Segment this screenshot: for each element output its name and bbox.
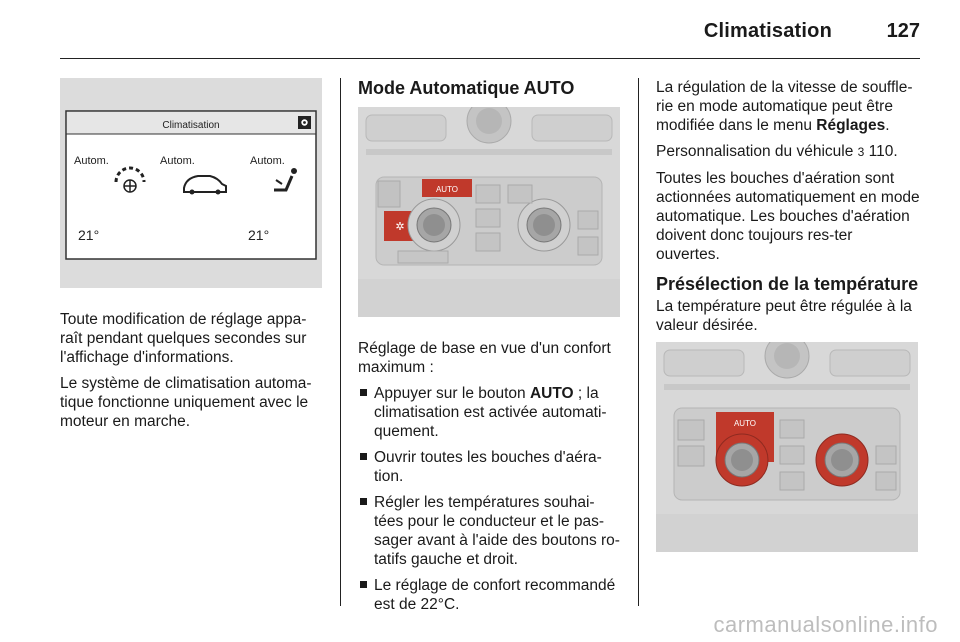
watermark: carmanualsonline.info: [713, 612, 938, 637]
column-divider-right: [638, 78, 639, 606]
paragraph-basic-setting: Réglage de base en vue d'un confort maximum :: [358, 340, 611, 376]
column-2: [358, 78, 623, 621]
page-reference-icon: 3: [857, 145, 865, 159]
column-1: [60, 78, 322, 438]
bullet-square-icon: [360, 498, 367, 505]
paragraph-engine-running: Le système de climatisation automa-tique fonctionne uniquement avec le moteur en marche.: [60, 375, 312, 430]
auto-keyword: AUTO: [529, 385, 574, 402]
list-item: Le réglage de confort recommandé est de 22°C.: [358, 576, 623, 614]
auto-button-label-2: AUTO: [733, 419, 757, 428]
bullet-square-icon: [360, 581, 367, 588]
paragraph-air-vents: Toutes les bouches d'aération sont actionnées automatiquement en mode automatique. Les bouches d'aération doivent donc toujours res-ter ouvertes.: [656, 170, 920, 263]
paragraph-temperature: La température peut être régulée à la valeur désirée.: [656, 298, 912, 334]
paragraph-vehicle-personalization: Personnalisation du véhicule 3 110.: [656, 143, 898, 160]
column-divider-left: [340, 78, 341, 606]
bullet-square-icon: [360, 389, 367, 396]
svg-text:✲: ✲: [395, 221, 405, 233]
info-display-illustration: [60, 78, 322, 288]
page-number: 127: [886, 20, 920, 42]
settings-icon: [298, 116, 311, 129]
auto-button-label: AUTO: [435, 185, 459, 194]
zone-center-label: Autom.: [160, 155, 195, 167]
climate-panel-temperature-illustration: [656, 342, 918, 552]
settings-menu-keyword: Réglages: [816, 117, 886, 134]
list-item: Appuyer sur le bouton AUTO ; la climatisation est activée automati-quement.: [358, 384, 623, 441]
section-title-auto-mode: Mode Automatique AUTO: [358, 78, 575, 98]
display-title: Climatisation: [162, 120, 220, 131]
zone-right-label: Autom.: [250, 155, 285, 167]
temp-right-display: 21°: [248, 227, 270, 243]
header-rule: [60, 58, 920, 59]
section-title-temperature-preselection: Présélection de la température: [656, 274, 919, 294]
climate-panel-figure-temperature: [656, 342, 918, 552]
list-item: Ouvrir toutes les bouches d'aéra-tion.: [358, 448, 623, 486]
running-header-title: Climatisation: [703, 20, 832, 42]
list-item: Régler les températures souhai-tées pour le conducteur et le pas-sager avant à l'aide des boutons ro-tatifs gauche et droit.: [358, 493, 623, 569]
info-display-figure: [60, 78, 322, 288]
paragraph-display-change: Toute modification de réglage appa-raît pendant quelques secondes sur l'affichage d'informations.: [60, 311, 307, 366]
climate-panel-figure-auto: [358, 107, 620, 317]
column-3: [656, 78, 920, 552]
zone-left-label: Autom.: [74, 155, 109, 167]
bullet-square-icon: [360, 453, 367, 460]
auto-mode-steps: [358, 384, 623, 614]
temp-left-display: 21°: [78, 227, 100, 243]
climate-panel-illustration: [358, 107, 620, 317]
paragraph-fan-speed: La régulation de la vitesse de souffle-rie en mode automatique peut être modifiée dans le menu Réglages.: [656, 79, 913, 134]
